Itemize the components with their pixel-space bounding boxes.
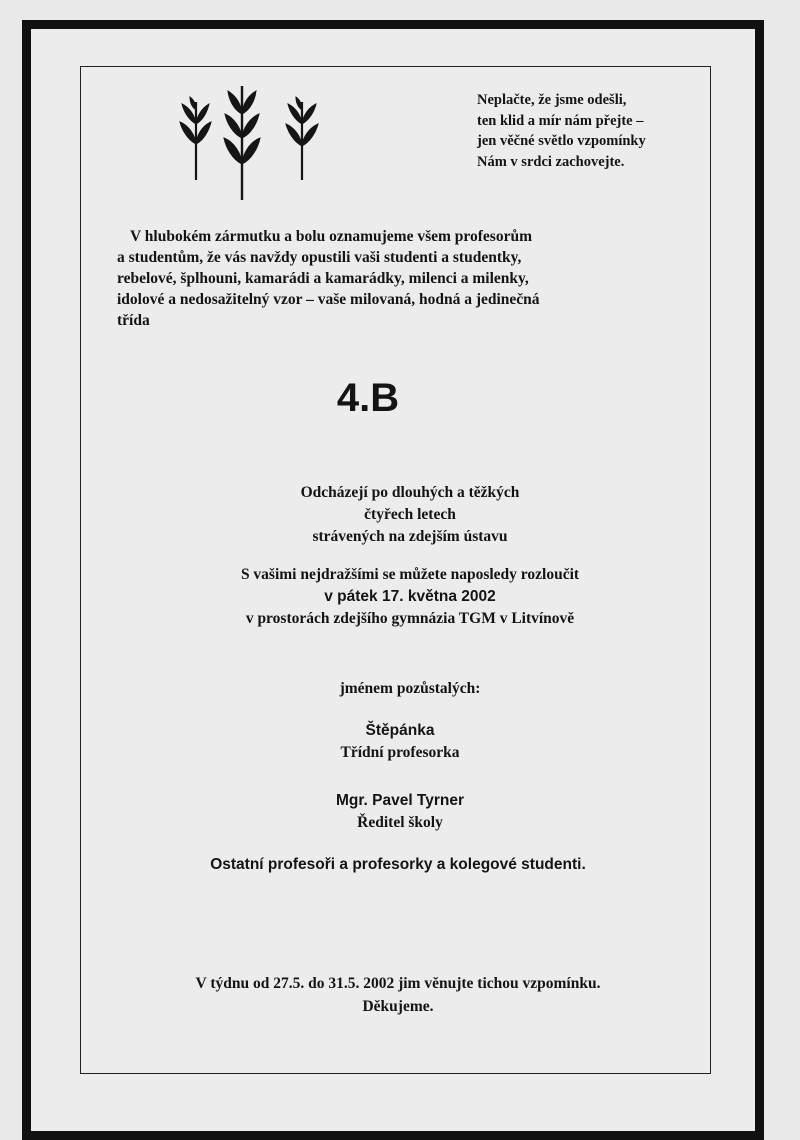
announcement-line: rebelové, šplhouni, kamarádi a kamarádky, milenci a milenky, <box>117 270 529 287</box>
announcement-line: třída <box>117 312 150 329</box>
class-name: 4.B <box>336 376 400 420</box>
farewell-text <box>0 564 800 630</box>
departure-text <box>0 482 800 548</box>
departure-line: strávených na zdejším ústavu <box>312 528 508 545</box>
signatory-name: Štěpánka <box>365 722 435 739</box>
announcement-line: idolové a nedosažitelný vzor – vaše milovaná, hodná a jedinečná <box>117 291 540 308</box>
wheat-stalks-icon <box>176 80 336 205</box>
departure-line: čtyřech letech <box>364 506 456 523</box>
poem-line: Neplačte, že jsme odešli, <box>477 92 627 108</box>
signatory-role: Třídní profesorka <box>340 744 460 761</box>
farewell-line: S vašimi nejdražšími se můžete naposledy rozloučit <box>240 566 580 583</box>
on-behalf-label: jménem pozůstalých: <box>339 680 481 697</box>
poem-line: Nám v srdci zachovejte. <box>477 153 625 170</box>
footer-thanks: Děkujeme. <box>362 998 434 1015</box>
signatory <box>0 720 800 764</box>
footer <box>0 972 796 1018</box>
poem-line: jen věčné světlo vzpomínky <box>477 133 646 149</box>
signatory <box>0 790 800 834</box>
farewell-date: v pátek 17. května 2002 <box>324 588 496 605</box>
signatory-name: Mgr. Pavel Tyrner <box>335 792 465 809</box>
footer-line: V týdnu od 27.5. do 31.5. 2002 jim věnujte tichou vzpomínku. <box>195 975 601 992</box>
farewell-place: v prostorách zdejšího gymnázia TGM v Litvínově <box>245 610 575 627</box>
signatory-role: Ředitel školy <box>357 814 443 831</box>
announcement-line: V hlubokém zármutku a bolu oznamujeme všem profesorům <box>130 228 533 245</box>
announcement-line: a studentům, že vás navždy opustili vaši studenti a studentky, <box>117 249 522 266</box>
departure-line: Odcházejí po dlouhých a těžkých <box>300 484 520 501</box>
poem <box>477 90 707 172</box>
poem-line: ten klid a mír nám přejte – <box>477 112 644 129</box>
announcement-text <box>117 226 707 331</box>
others-line: Ostatní profesoři a profesorky a kolegové studenti. <box>210 856 586 873</box>
